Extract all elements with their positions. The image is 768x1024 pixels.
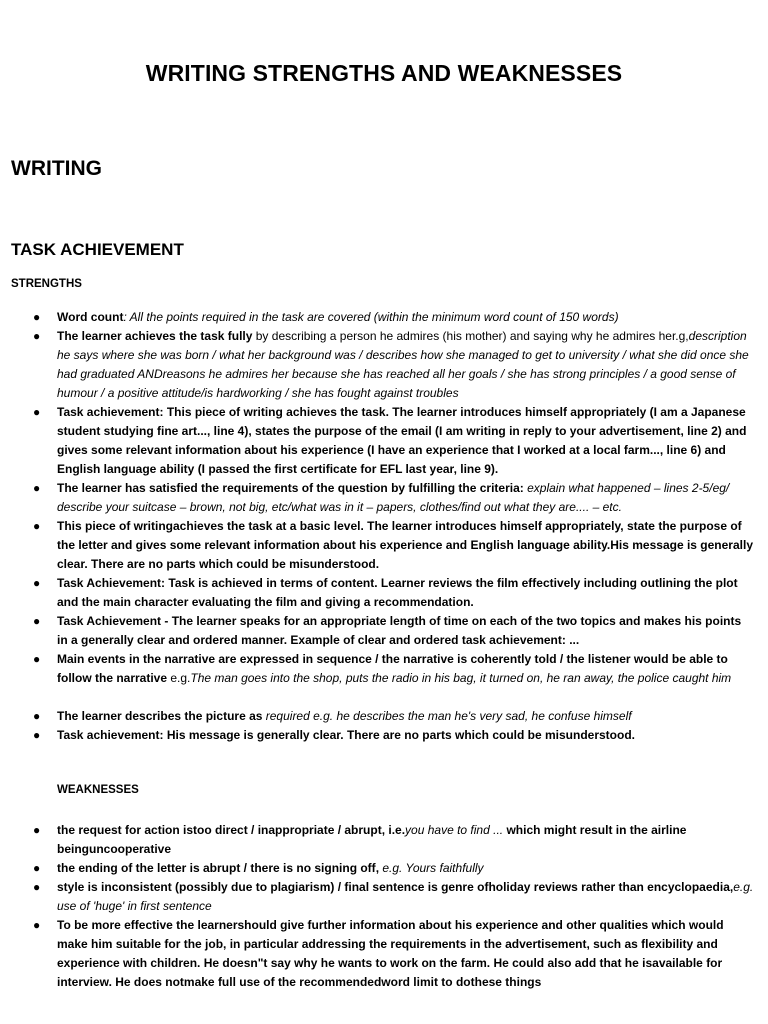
item-example-text: you have to find ... bbox=[405, 823, 504, 837]
bullet-icon: ● bbox=[33, 918, 41, 932]
item-example-text: The man goes into the shop, puts the radio in his bag, it turned on, he ran away, the police caught him bbox=[190, 671, 732, 685]
list-item bbox=[0, 612, 768, 650]
list-item bbox=[0, 878, 768, 916]
item-example-text: required e.g. he describes the man he's very sad, he confuse himself bbox=[262, 709, 632, 723]
item-body-text: , i.e. bbox=[381, 823, 406, 837]
bullet-icon: ● bbox=[33, 861, 41, 875]
list-item bbox=[0, 327, 768, 403]
weaknesses-heading: WEAKNESSES bbox=[57, 784, 139, 796]
item-body-text: His message is generally clear. There are no parts which could be misunderstood. bbox=[163, 728, 635, 742]
bullet-icon: ● bbox=[33, 652, 41, 666]
list-item bbox=[0, 308, 768, 327]
item-lead-text: Main events in the narrative are expressed in sequence / the narrative is coherently told / the listener would be able to follow the narrative bbox=[57, 652, 728, 685]
item-body-text: To be more effective the learnershould give further information about his experience and other qualities which would make him suitable for the job, in particular addressing the requirements in the advertisement, such as flexibility and experience with children. He doesn"t say why he wants to work on the farm. He could also add that he isavailable for interview. He does notmake full use of the recommendedword limit to dothese things bbox=[57, 918, 724, 989]
page-title: WRITING STRENGTHS AND WEAKNESSES bbox=[145, 60, 623, 86]
item-body-text: Task is achieved in terms of content. Learner reviews the film effectively including outlining the plot and the main character evaluating the film and giving a recommendation. bbox=[57, 576, 738, 609]
list-item bbox=[0, 859, 768, 878]
item-example-text: e.g. use of 'huge' in first sentence bbox=[57, 880, 754, 913]
item-example-text: e.g. Yours faithfully bbox=[382, 861, 484, 875]
list-item bbox=[0, 479, 768, 517]
item-lead-text: The learner has satisfied the requirements of the question by fulfilling the criteria: bbox=[57, 481, 524, 495]
bullet-icon: ● bbox=[33, 880, 41, 894]
item-lead-text: style is inconsistent (possibly due to plagiarism) / final sentence is genre ofholiday reviews rather than encyclopaedia, bbox=[57, 880, 734, 894]
list-item bbox=[0, 726, 768, 745]
list-item bbox=[0, 707, 768, 726]
subsection-heading: TASK ACHIEVEMENT bbox=[11, 240, 184, 259]
item-example-text: explain what happened – lines 2-5/eg/ describe your suitcase – brown, not big, etc/what was in it – papers, clothes/find out what they are.... – etc. bbox=[57, 481, 730, 514]
list-item bbox=[0, 517, 768, 574]
bullet-icon: ● bbox=[33, 519, 41, 533]
bullet-icon: ● bbox=[33, 823, 41, 837]
item-lead-text: The learner achieves the task fully bbox=[57, 329, 253, 343]
item-lead-text: Task Achievement bbox=[57, 614, 162, 628]
list-item bbox=[0, 650, 768, 707]
bullet-icon: ● bbox=[33, 576, 41, 590]
list-item bbox=[0, 574, 768, 612]
item-tail-text: which might result in the airline beinguncooperative bbox=[57, 823, 687, 856]
bullet-icon: ● bbox=[33, 481, 41, 495]
list-item bbox=[0, 821, 768, 859]
item-body-text: This piece of writingachieves the task at a basic level. The learner introduces himself appropriately, state the purpose of the letter and gives some relevant information about his experience and English language ability.His message is generally clear. There are no parts which could be misunderstood. bbox=[57, 519, 753, 571]
item-body-text: e.g. bbox=[167, 671, 191, 685]
item-body-text: by describing a person he admires (his mother) and saying why he admires her.g, bbox=[252, 329, 689, 343]
item-body-text: This piece of writing achieves the task. The learner introduces himself appropriately (I am a Japanese student studying fine art..., line 4), states the purpose of the email (I am writing in reply to your advertisement, line 2) and gives some relevant information about his experience (I have an experience that I worked at a local farm..., line 6) and English language ability (I passed the first certificate for EFL last year, line 9). bbox=[57, 405, 747, 476]
bullet-icon: ● bbox=[33, 709, 41, 723]
bullet-icon: ● bbox=[33, 329, 41, 343]
item-example-text: description he says where she was born / what her background was / describes how she managed to get to university / what she did once she had graduated ANDreasons he admires her because she has reached all her goals / she has strong principles / a good sense of humour / a positive attitude/is hardworking / she has fought against troubles bbox=[57, 329, 749, 400]
list-item bbox=[0, 403, 768, 479]
strengths-heading: STRENGTHS bbox=[11, 278, 82, 290]
bullet-icon: ● bbox=[33, 405, 41, 419]
item-lead-text: Task achievement: bbox=[57, 405, 164, 419]
item-lead-text: Word count bbox=[57, 310, 124, 324]
weaknesses-list bbox=[0, 821, 768, 992]
bullet-icon: ● bbox=[33, 310, 41, 324]
item-lead-text: the ending of the letter is abrupt / there is no signing off bbox=[57, 861, 376, 875]
item-lead-text: Task achievement: bbox=[57, 728, 164, 742]
bullet-icon: ● bbox=[33, 614, 41, 628]
item-body-text: , bbox=[375, 861, 383, 875]
item-lead-text: The learner describes the picture as bbox=[57, 709, 263, 723]
item-lead-text: Task Achievement: bbox=[57, 576, 166, 590]
item-body-text: : All the points required in the task are covered (within the minimum word count of 150 words) bbox=[123, 310, 619, 324]
item-lead-text: the request for action istoo direct / inappropriate / abrupt bbox=[57, 823, 382, 837]
bullet-icon: ● bbox=[33, 728, 41, 742]
section-heading: WRITING bbox=[11, 157, 102, 180]
item-body-text: - The learner speaks for an appropriate length of time on each of the two topics and makes his points in a generally clear and ordered manner. Example of clear and ordered task achievement: ... bbox=[57, 614, 742, 647]
list-item bbox=[0, 916, 768, 992]
strengths-list bbox=[0, 308, 768, 745]
